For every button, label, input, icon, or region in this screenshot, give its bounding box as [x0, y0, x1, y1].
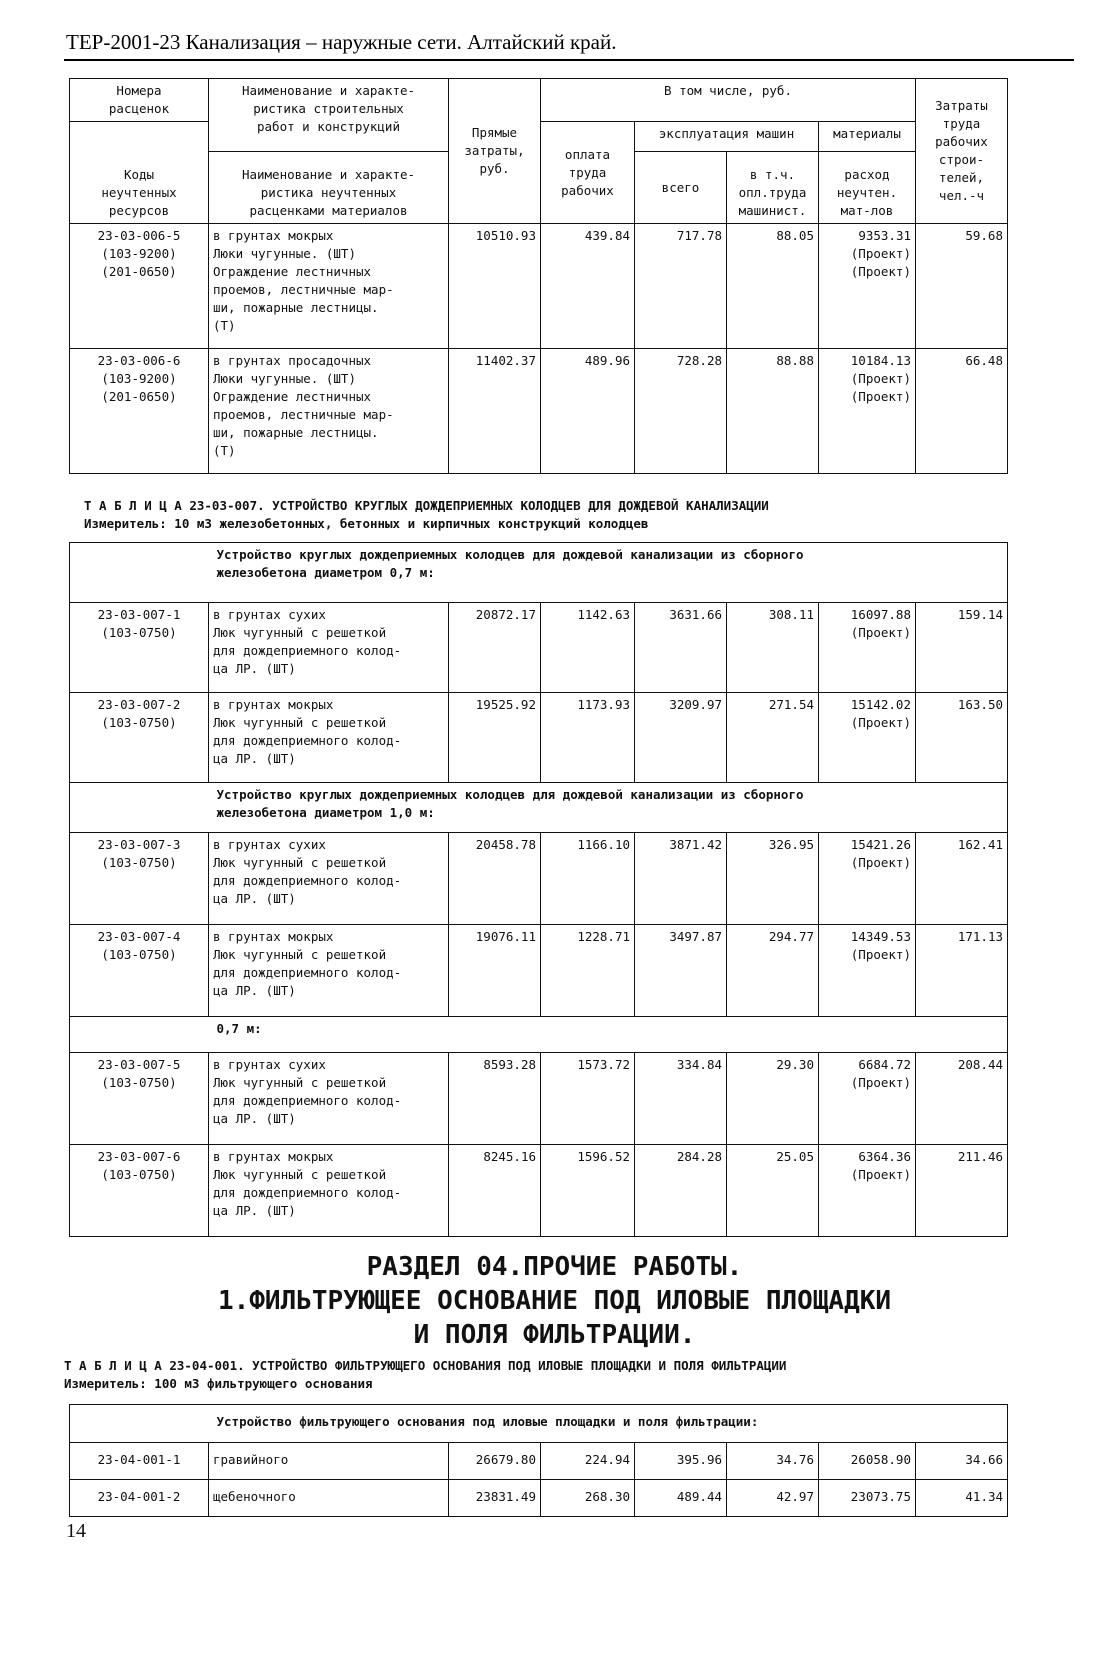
header-wages: оплата труда рабочих [541, 122, 635, 224]
table-row [70, 224, 1008, 349]
row-direct: 20458.78 [449, 833, 541, 925]
row-code: 23-03-007-6 (103-0750) [70, 1145, 209, 1237]
row-machines-wages: 88.05 [727, 224, 819, 349]
table-row [70, 603, 1008, 693]
row-labor: 159.14 [916, 603, 1008, 693]
row-code: 23-03-007-3 (103-0750) [70, 833, 209, 925]
header-labor: Затраты труда рабочих строи- телей, чел.-ч [916, 79, 1008, 224]
row-labor: 171.13 [916, 925, 1008, 1017]
row-machines: 728.28 [635, 349, 727, 474]
row-description: гравийного [209, 1443, 449, 1480]
page-header-title: ТЕР-2001-23 Канализация – наружные сети. Алтайский край. [66, 30, 617, 54]
table-23-03-006 [69, 78, 1008, 474]
row-wages: 1173.93 [541, 693, 635, 783]
row-description: в грунтах мокрых Люк чугунный с решеткой для дождеприемного колод- ца ЛР. (ШТ) [209, 1145, 449, 1237]
row-machines: 284.28 [635, 1145, 727, 1237]
group-title: Устройство круглых дождеприемных колодцев для дождевой канализации из сборного железобетона диаметром 0,7 м: [209, 543, 1008, 603]
row-labor: 208.44 [916, 1053, 1008, 1145]
row-wages: 268.30 [541, 1480, 635, 1517]
row-direct: 8245.16 [449, 1145, 541, 1237]
row-wages: 439.84 [541, 224, 635, 349]
table-23-03-007 [69, 542, 1008, 1237]
header-codes-top: Номера расценок [70, 79, 209, 122]
header-direct-costs: Прямые затраты, руб. [449, 79, 541, 224]
row-description: в грунтах сухих Люк чугунный с решеткой для дождеприемного колод- ца ЛР. (ШТ) [209, 603, 449, 693]
group-title: Устройство фильтрующего основания под иловые площадки и поля фильтрации: [209, 1405, 1008, 1443]
row-description: в грунтах мокрых Люки чугунные. (ШТ) Ограждение лестничных проемов, лестничные мар- ши, пожарные лестницы. (Т) [209, 224, 449, 349]
table-row [70, 693, 1008, 783]
row-description: в грунтах сухих Люк чугунный с решеткой для дождеприемного колод- ца ЛР. (ШТ) [209, 1053, 449, 1145]
header-machines-total: всего [635, 152, 727, 224]
row-code: 23-03-007-2 (103-0750) [70, 693, 209, 783]
table-row [70, 1480, 1008, 1517]
row-labor: 34.66 [916, 1443, 1008, 1480]
header-materials-detail: расход неучтен. мат-лов [819, 152, 916, 224]
row-description: в грунтах сухих Люк чугунный с решеткой для дождеприемного колод- ца ЛР. (ШТ) [209, 833, 449, 925]
row-code: 23-03-006-5 (103-9200) (201-0650) [70, 224, 209, 349]
row-machines: 3209.97 [635, 693, 727, 783]
header-codes-bottom: Коды неучтенных ресурсов [70, 122, 209, 224]
header-name-bottom: Наименование и характе- ристика неучтенных расценками материалов [209, 152, 449, 224]
row-labor: 41.34 [916, 1480, 1008, 1517]
row-materials: 16097.88 (Проект) [819, 603, 916, 693]
header-name-top: Наименование и характе- ристика строительных работ и конструкций [209, 79, 449, 152]
row-machines: 334.84 [635, 1053, 727, 1145]
table-row [70, 1053, 1008, 1145]
row-code: 23-03-006-6 (103-9200) (201-0650) [70, 349, 209, 474]
row-machines-wages: 271.54 [727, 693, 819, 783]
row-code: 23-03-007-4 (103-0750) [70, 925, 209, 1017]
page-number: 14 [66, 1520, 86, 1542]
row-wages: 1142.63 [541, 603, 635, 693]
section-heading-line-2: 1.ФИЛЬТРУЮЩЕЕ ОСНОВАНИЕ ПОД ИЛОВЫЕ ПЛОЩАДКИ [217, 1286, 892, 1316]
row-description: щебеночного [209, 1480, 449, 1517]
row-code: 23-03-007-1 (103-0750) [70, 603, 209, 693]
row-direct: 26679.80 [449, 1443, 541, 1480]
row-materials: 26058.90 [819, 1443, 916, 1480]
row-machines-wages: 308.11 [727, 603, 819, 693]
row-code: 23-03-007-5 (103-0750) [70, 1053, 209, 1145]
header-including: В том числе, руб. [541, 79, 916, 122]
table-23-04-001-label: Т А Б Л И Ц А 23-04-001. УСТРОЙСТВО ФИЛЬТРУЮЩЕГО ОСНОВАНИЯ ПОД ИЛОВЫЕ ПЛОЩАДКИ И ПОЛЯ ФИЛЬТРАЦИИ Измеритель: 100 м3 фильтрующего основания [64, 1358, 787, 1391]
row-machines-wages: 29.30 [727, 1053, 819, 1145]
row-machines-wages: 88.88 [727, 349, 819, 474]
row-machines-wages: 25.05 [727, 1145, 819, 1237]
table-row [70, 1145, 1008, 1237]
row-wages: 1596.52 [541, 1145, 635, 1237]
row-wages: 1166.10 [541, 833, 635, 925]
row-labor: 66.48 [916, 349, 1008, 474]
row-direct: 19076.11 [449, 925, 541, 1017]
header-machines: эксплуатация машин [635, 122, 819, 152]
row-machines: 3631.66 [635, 603, 727, 693]
section-heading-line-1: РАЗДЕЛ 04.ПРОЧИЕ РАБОТЫ. [366, 1252, 743, 1282]
row-materials: 6684.72 (Проект) [819, 1053, 916, 1145]
row-materials: 23073.75 [819, 1480, 916, 1517]
table-23-03-007-label: Т А Б Л И Ц А 23-03-007. УСТРОЙСТВО КРУГЛЫХ ДОЖДЕПРИЕМНЫХ КОЛОДЦЕВ ДЛЯ ДОЖДЕВОЙ КАНАЛИЗАЦИИ Измеритель: 10 м3 железобетонных, бетонных и кирпичных конструкций колодцев [84, 498, 769, 531]
row-wages: 1228.71 [541, 925, 635, 1017]
row-labor: 211.46 [916, 1145, 1008, 1237]
row-materials: 6364.36 (Проект) [819, 1145, 916, 1237]
row-machines: 3871.42 [635, 833, 727, 925]
table-23-04-001 [69, 1404, 1008, 1517]
header-rule [64, 59, 1074, 61]
header-materials: материалы [819, 122, 916, 152]
row-direct: 19525.92 [449, 693, 541, 783]
row-materials: 10184.13 (Проект) (Проект) [819, 349, 916, 474]
row-direct: 8593.28 [449, 1053, 541, 1145]
row-machines: 489.44 [635, 1480, 727, 1517]
row-direct: 11402.37 [449, 349, 541, 474]
row-code: 23-04-001-1 [70, 1443, 209, 1480]
row-description: в грунтах мокрых Люк чугунный с решеткой для дождеприемного колод- ца ЛР. (ШТ) [209, 693, 449, 783]
row-machines-wages: 34.76 [727, 1443, 819, 1480]
row-materials: 15421.26 (Проект) [819, 833, 916, 925]
row-machines: 717.78 [635, 224, 727, 349]
row-machines-wages: 294.77 [727, 925, 819, 1017]
row-machines: 395.96 [635, 1443, 727, 1480]
table-row [70, 833, 1008, 925]
table-row [70, 349, 1008, 474]
row-wages: 489.96 [541, 349, 635, 474]
row-labor: 162.41 [916, 833, 1008, 925]
row-labor: 163.50 [916, 693, 1008, 783]
row-machines: 3497.87 [635, 925, 727, 1017]
group-title: Устройство круглых дождеприемных колодцев для дождевой канализации из сборного железобетона диаметром 1,0 м: [209, 783, 1008, 833]
row-materials: 15142.02 (Проект) [819, 693, 916, 783]
row-wages: 224.94 [541, 1443, 635, 1480]
table-row [70, 1443, 1008, 1480]
row-machines-wages: 326.95 [727, 833, 819, 925]
row-direct: 20872.17 [449, 603, 541, 693]
section-heading-line-3: И ПОЛЯ ФИЛЬТРАЦИИ. [413, 1320, 696, 1350]
table-row [70, 925, 1008, 1017]
row-materials: 14349.53 (Проект) [819, 925, 916, 1017]
row-code: 23-04-001-2 [70, 1480, 209, 1517]
row-machines-wages: 42.97 [727, 1480, 819, 1517]
row-description: в грунтах просадочных Люки чугунные. (ШТ) Ограждение лестничных проемов, лестничные мар- ши, пожарные лестницы. (Т) [209, 349, 449, 474]
row-materials: 9353.31 (Проект) (Проект) [819, 224, 916, 349]
row-description: в грунтах мокрых Люк чугунный с решеткой для дождеприемного колод- ца ЛР. (ШТ) [209, 925, 449, 1017]
header-machines-wages: в т.ч. опл.труда машинист. [727, 152, 819, 224]
group-title: 0,7 м: [209, 1017, 1008, 1053]
row-direct: 10510.93 [449, 224, 541, 349]
row-wages: 1573.72 [541, 1053, 635, 1145]
row-direct: 23831.49 [449, 1480, 541, 1517]
row-labor: 59.68 [916, 224, 1008, 349]
